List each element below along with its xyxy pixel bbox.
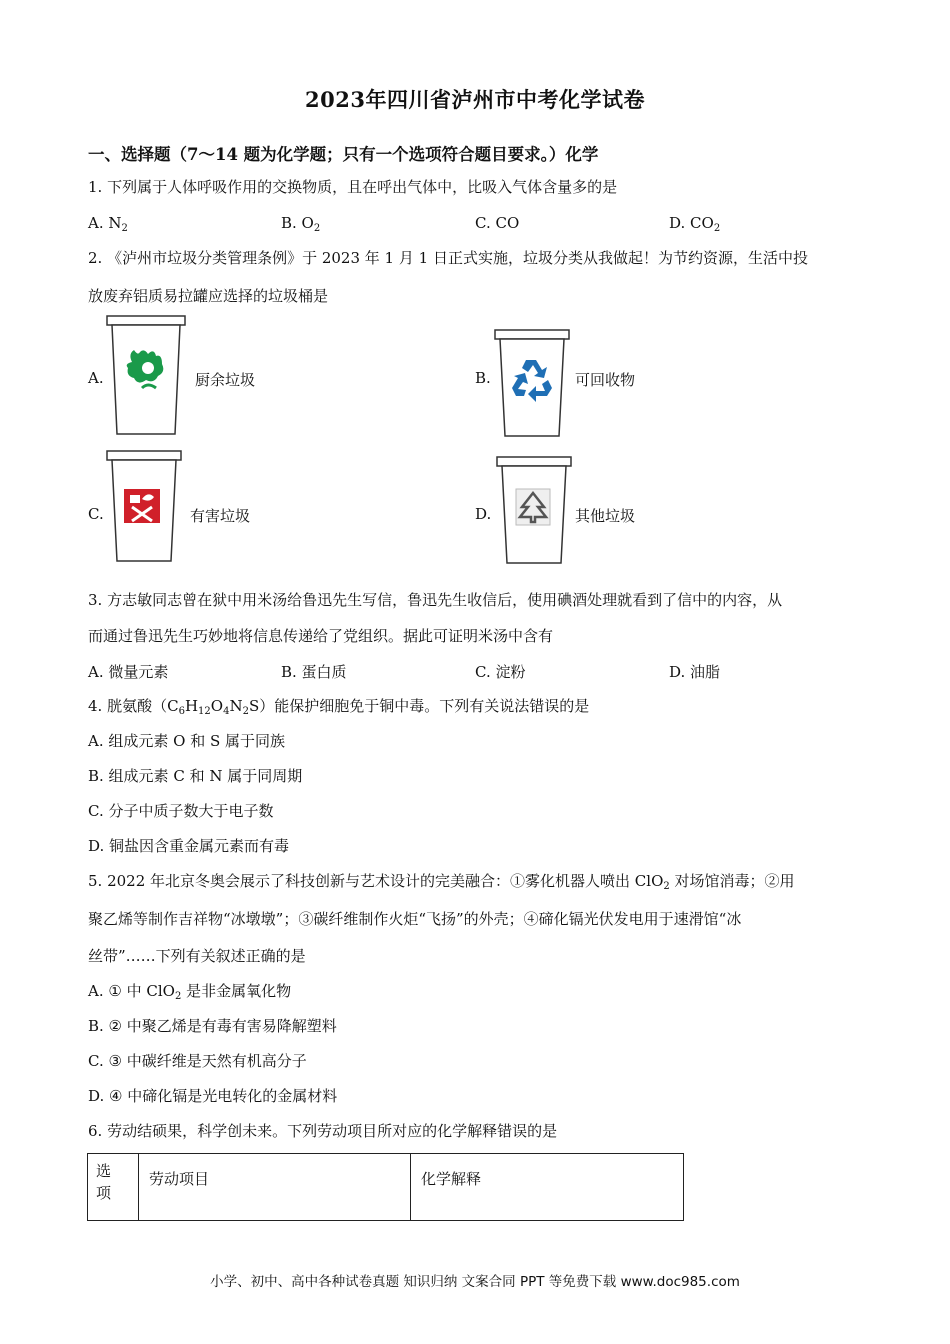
q1-option-c: C. CO [475,214,520,232]
q4-stem: 4. 胱氨酸$(C_6H_{12}O_4N_2S)$能保护细胞免于铜中毒。下列有关说法错误的是 [88,697,590,717]
q3-stem-line2: 而通过鲁迅先生巧妙地将信息传递给了党组织。据此可证明米汤中含有 [88,627,554,645]
q5-stem-line2: 聚乙烯等制作吉祥物“冰墩墩”；③碳纤维制作火炬“飞扬”的外壳；④碲化镉光伏发电用于速滑馆“冰 [88,910,742,928]
q6-table [87,1153,684,1221]
q4-option-c: C. 分子中质子数大于电子数 [88,802,274,820]
q2-option-d-letter: D. [475,505,492,523]
q2-option-b-letter: B. [475,369,491,387]
trash-bin-b [492,328,572,438]
q2-stem-line2: 放废弃铝质易拉罐应选择的垃圾桶是 [88,287,329,305]
q1-option-b: B. $O_2$ [281,214,321,234]
q4-option-d: D. 铜盐因含重金属元素而有毒 [88,837,290,855]
trash-bin-a [104,314,188,436]
q1-option-d: D. $CO_2$ [669,214,721,234]
q4-option-b: B. 组成元素 C 和 N 属于同周期 [88,767,303,785]
trash-bin-c [104,449,184,563]
q5-stem-line1: 5. 2022 年北京冬奥会展示了科技创新与艺术设计的完美融合：①雾化机器人喷出 ClO$_2$ 对场馆消毒；②用 [88,872,795,892]
q3-option-c: C. 淀粉 [475,663,526,681]
table-header-explanation: 化学解释 [411,1154,684,1221]
q3-option-b: B. 蛋白质 [281,663,347,681]
q5-option-d: D. ④ 中碲化镉是光电转化的金属材料 [88,1087,338,1105]
q5-option-c: C. ③ 中碳纤维是天然有机高分子 [88,1052,307,1070]
q2-option-b-label: 可回收物 [575,371,636,389]
q6-stem: 6. 劳动结硕果，科学创未来。下列劳动项目所对应的化学解释错误的是 [88,1122,558,1140]
q3-stem-line1: 3. 方志敏同志曾在狱中用米汤给鲁迅先生写信，鲁迅先生收信后，使用碘酒处理就看到了信中的内容，从 [88,591,783,609]
q1-stem: 1. 下列属于人体呼吸作用的交换物质，且在呼出气体中，比吸入气体含量多的是 [88,178,618,196]
hazardous-icon [124,489,160,523]
q2-option-c-letter: C. [88,505,104,523]
q4-option-a: A. 组成元素 O 和 S 属于同族 [88,732,286,750]
table-header-option: 选 项 [88,1154,139,1221]
table-row [88,1154,684,1221]
q3-option-a: A. 微量元素 [88,663,169,681]
trash-bin-d [494,455,574,565]
table-header-task: 劳动项目 [139,1154,411,1221]
q2-option-c-label: 有害垃圾 [190,507,251,525]
other-waste-icon [516,489,550,525]
q2-stem-line1: 2. 《泸州市垃圾分类管理条例》于 2023 年 1 月 1 日正式实施，垃圾分类从我做起！为节约资源，生活中投 [88,249,808,267]
q5-stem-line3: 丝带”……下列有关叙述正确的是 [88,947,306,965]
page-title: 2023年四川省泸州市中考化学试卷 [305,87,645,112]
q2-option-a-label: 厨余垃圾 [195,371,256,389]
q2-option-a-letter: A. [88,369,104,387]
q2-option-d-label: 其他垃圾 [575,507,636,525]
page-footer: 小学、初中、高中各种试卷真题 知识归纳 文案合同 PPT 等免费下载 www.doc985.com [210,1274,740,1290]
q5-option-b: B. ② 中聚乙烯是有毒有害易降解塑料 [88,1017,337,1035]
q3-option-d: D. 油脂 [669,663,721,681]
q1-option-a: A. $N_2$ [88,214,128,234]
q5-option-a: A. ① 中 ClO$_2$ 是非金属氧化物 [88,982,292,1002]
section-heading: 一、选择题（7～14 题为化学题；只有一个选项符合题目要求。）化学 [88,145,599,164]
